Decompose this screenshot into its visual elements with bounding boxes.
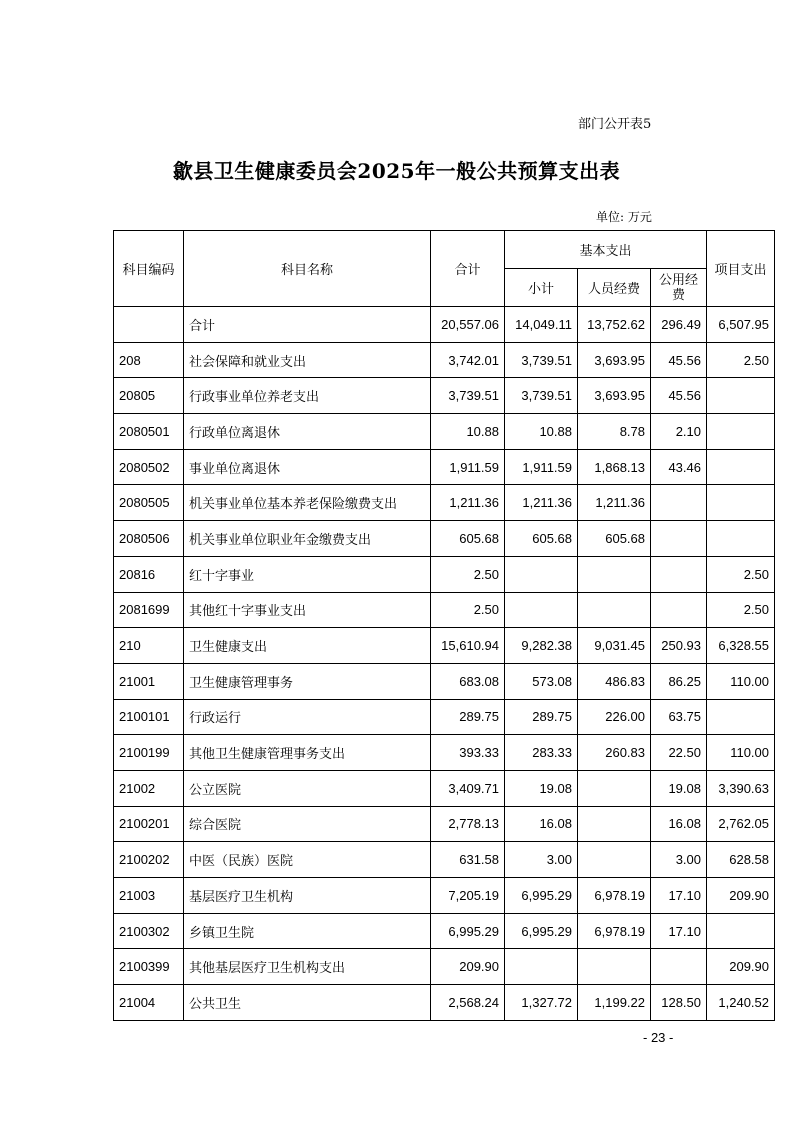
cell-personnel: 3,693.95 [578, 342, 651, 378]
cell-public: 128.50 [651, 985, 707, 1021]
table-row [114, 414, 775, 450]
table-row [114, 806, 775, 842]
cell-code [114, 307, 184, 343]
page-title: 歙县卫生健康委员会2025年一般公共预算支出表 [172, 159, 621, 183]
cell-subtotal: 14,049.11 [505, 307, 578, 343]
cell-personnel: 13,752.62 [578, 307, 651, 343]
cell-total: 15,610.94 [431, 628, 505, 664]
cell-personnel [578, 556, 651, 592]
cell-public: 17.10 [651, 878, 707, 914]
table-row [114, 378, 775, 414]
cell-public [651, 592, 707, 628]
cell-subtotal [505, 592, 578, 628]
cell-total: 3,739.51 [431, 378, 505, 414]
cell-total: 683.08 [431, 663, 505, 699]
cell-name: 综合医院 [184, 806, 431, 842]
cell-total: 393.33 [431, 735, 505, 771]
cell-project [707, 378, 775, 414]
cell-subtotal: 3,739.51 [505, 378, 578, 414]
cell-public: 17.10 [651, 913, 707, 949]
cell-code: 2100101 [114, 699, 184, 735]
header-name: 科目名称 [184, 231, 431, 307]
cell-total: 3,742.01 [431, 342, 505, 378]
cell-code: 21001 [114, 663, 184, 699]
cell-project: 2.50 [707, 592, 775, 628]
header-public-line2: 费 [671, 287, 685, 303]
table-row [114, 949, 775, 985]
page-tag: 部门公开表5 [578, 117, 652, 132]
cell-public: 45.56 [651, 378, 707, 414]
cell-personnel: 260.83 [578, 735, 651, 771]
cell-project: 6,328.55 [707, 628, 775, 664]
cell-project: 2,762.05 [707, 806, 775, 842]
cell-total: 2.50 [431, 592, 505, 628]
table-row [114, 592, 775, 628]
cell-project [707, 449, 775, 485]
cell-personnel: 6,978.19 [578, 913, 651, 949]
header-public [651, 269, 707, 307]
cell-subtotal [505, 949, 578, 985]
cell-subtotal: 289.75 [505, 699, 578, 735]
cell-public [651, 521, 707, 557]
cell-public: 3.00 [651, 842, 707, 878]
cell-personnel [578, 592, 651, 628]
cell-code: 2100202 [114, 842, 184, 878]
cell-total: 10.88 [431, 414, 505, 450]
page-number: - 23 - [643, 1030, 674, 1045]
cell-subtotal: 283.33 [505, 735, 578, 771]
cell-name: 行政单位离退休 [184, 414, 431, 450]
cell-personnel: 8.78 [578, 414, 651, 450]
cell-code: 2081699 [114, 592, 184, 628]
cell-personnel [578, 770, 651, 806]
cell-project [707, 521, 775, 557]
cell-public: 43.46 [651, 449, 707, 485]
cell-personnel: 6,978.19 [578, 878, 651, 914]
cell-public: 250.93 [651, 628, 707, 664]
cell-subtotal: 6,995.29 [505, 913, 578, 949]
cell-personnel: 9,031.45 [578, 628, 651, 664]
table-row [114, 342, 775, 378]
cell-public: 86.25 [651, 663, 707, 699]
cell-name: 社会保障和就业支出 [184, 342, 431, 378]
cell-project: 209.90 [707, 878, 775, 914]
cell-subtotal: 9,282.38 [505, 628, 578, 664]
cell-subtotal: 3,739.51 [505, 342, 578, 378]
cell-code: 2100302 [114, 913, 184, 949]
cell-name: 卫生健康管理事务 [184, 663, 431, 699]
cell-name: 乡镇卫生院 [184, 913, 431, 949]
cell-project [707, 699, 775, 735]
cell-total: 20,557.06 [431, 307, 505, 343]
cell-public [651, 949, 707, 985]
cell-total: 3,409.71 [431, 770, 505, 806]
cell-public [651, 485, 707, 521]
cell-total: 631.58 [431, 842, 505, 878]
cell-name: 红十字事业 [184, 556, 431, 592]
cell-project: 3,390.63 [707, 770, 775, 806]
cell-project: 209.90 [707, 949, 775, 985]
cell-name: 合计 [184, 307, 431, 343]
table-row [114, 735, 775, 771]
cell-code: 2100399 [114, 949, 184, 985]
header-total: 合计 [431, 231, 505, 307]
cell-code: 2080506 [114, 521, 184, 557]
cell-public: 19.08 [651, 770, 707, 806]
cell-project [707, 414, 775, 450]
cell-personnel [578, 806, 651, 842]
table-row [114, 628, 775, 664]
cell-personnel: 3,693.95 [578, 378, 651, 414]
cell-code: 210 [114, 628, 184, 664]
header-subtotal: 小计 [505, 269, 578, 307]
table-row [114, 699, 775, 735]
cell-code: 21002 [114, 770, 184, 806]
cell-project: 110.00 [707, 663, 775, 699]
cell-total: 2,778.13 [431, 806, 505, 842]
table-row [114, 307, 775, 343]
table-row [114, 663, 775, 699]
cell-total: 2,568.24 [431, 985, 505, 1021]
cell-name: 机关事业单位职业年金缴费支出 [184, 521, 431, 557]
cell-name: 其他卫生健康管理事务支出 [184, 735, 431, 771]
cell-subtotal: 10.88 [505, 414, 578, 450]
cell-public: 16.08 [651, 806, 707, 842]
cell-code: 20805 [114, 378, 184, 414]
table-row [114, 449, 775, 485]
cell-subtotal: 573.08 [505, 663, 578, 699]
header-personnel: 人员经费 [578, 269, 651, 307]
cell-personnel: 1,868.13 [578, 449, 651, 485]
cell-project [707, 913, 775, 949]
cell-public: 2.10 [651, 414, 707, 450]
header-project: 项目支出 [707, 231, 775, 307]
cell-name: 其他基层医疗卫生机构支出 [184, 949, 431, 985]
cell-personnel: 486.83 [578, 663, 651, 699]
cell-subtotal: 1,327.72 [505, 985, 578, 1021]
budget-table [113, 230, 775, 1021]
cell-name: 中医（民族）医院 [184, 842, 431, 878]
cell-project [707, 485, 775, 521]
cell-subtotal: 6,995.29 [505, 878, 578, 914]
table-row [114, 913, 775, 949]
cell-total: 209.90 [431, 949, 505, 985]
cell-public [651, 556, 707, 592]
table-row [114, 485, 775, 521]
cell-code: 208 [114, 342, 184, 378]
cell-total: 7,205.19 [431, 878, 505, 914]
cell-public: 296.49 [651, 307, 707, 343]
cell-code: 2100199 [114, 735, 184, 771]
cell-personnel: 1,211.36 [578, 485, 651, 521]
cell-project: 6,507.95 [707, 307, 775, 343]
cell-project: 2.50 [707, 556, 775, 592]
table-row [114, 556, 775, 592]
table-row [114, 985, 775, 1021]
cell-total: 1,911.59 [431, 449, 505, 485]
header-basic: 基本支出 [505, 231, 707, 269]
header-code: 科目编码 [114, 231, 184, 307]
cell-project: 2.50 [707, 342, 775, 378]
header-public-line1: 公用经 [658, 272, 698, 288]
cell-project: 110.00 [707, 735, 775, 771]
cell-code: 2080505 [114, 485, 184, 521]
cell-total: 289.75 [431, 699, 505, 735]
cell-name: 机关事业单位基本养老保险缴费支出 [184, 485, 431, 521]
cell-code: 21004 [114, 985, 184, 1021]
cell-subtotal: 16.08 [505, 806, 578, 842]
cell-total: 605.68 [431, 521, 505, 557]
cell-public: 63.75 [651, 699, 707, 735]
cell-subtotal: 605.68 [505, 521, 578, 557]
cell-total: 2.50 [431, 556, 505, 592]
table-row [114, 770, 775, 806]
cell-name: 公共卫生 [184, 985, 431, 1021]
cell-name: 基层医疗卫生机构 [184, 878, 431, 914]
cell-subtotal: 3.00 [505, 842, 578, 878]
cell-subtotal: 1,911.59 [505, 449, 578, 485]
cell-code: 21003 [114, 878, 184, 914]
cell-subtotal: 19.08 [505, 770, 578, 806]
cell-personnel: 605.68 [578, 521, 651, 557]
cell-personnel: 1,199.22 [578, 985, 651, 1021]
cell-name: 行政事业单位养老支出 [184, 378, 431, 414]
cell-public: 45.56 [651, 342, 707, 378]
table-row [114, 521, 775, 557]
cell-name: 行政运行 [184, 699, 431, 735]
cell-personnel: 226.00 [578, 699, 651, 735]
cell-name: 卫生健康支出 [184, 628, 431, 664]
unit-label: 单位: 万元 [596, 210, 652, 224]
cell-name: 其他红十字事业支出 [184, 592, 431, 628]
cell-total: 1,211.36 [431, 485, 505, 521]
cell-total: 6,995.29 [431, 913, 505, 949]
cell-code: 2080501 [114, 414, 184, 450]
table-row [114, 878, 775, 914]
cell-subtotal: 1,211.36 [505, 485, 578, 521]
table-row [114, 842, 775, 878]
cell-code: 20816 [114, 556, 184, 592]
cell-personnel [578, 949, 651, 985]
cell-subtotal [505, 556, 578, 592]
cell-code: 2080502 [114, 449, 184, 485]
cell-personnel [578, 842, 651, 878]
cell-public: 22.50 [651, 735, 707, 771]
cell-project: 1,240.52 [707, 985, 775, 1021]
cell-name: 事业单位离退休 [184, 449, 431, 485]
cell-project: 628.58 [707, 842, 775, 878]
cell-name: 公立医院 [184, 770, 431, 806]
cell-code: 2100201 [114, 806, 184, 842]
